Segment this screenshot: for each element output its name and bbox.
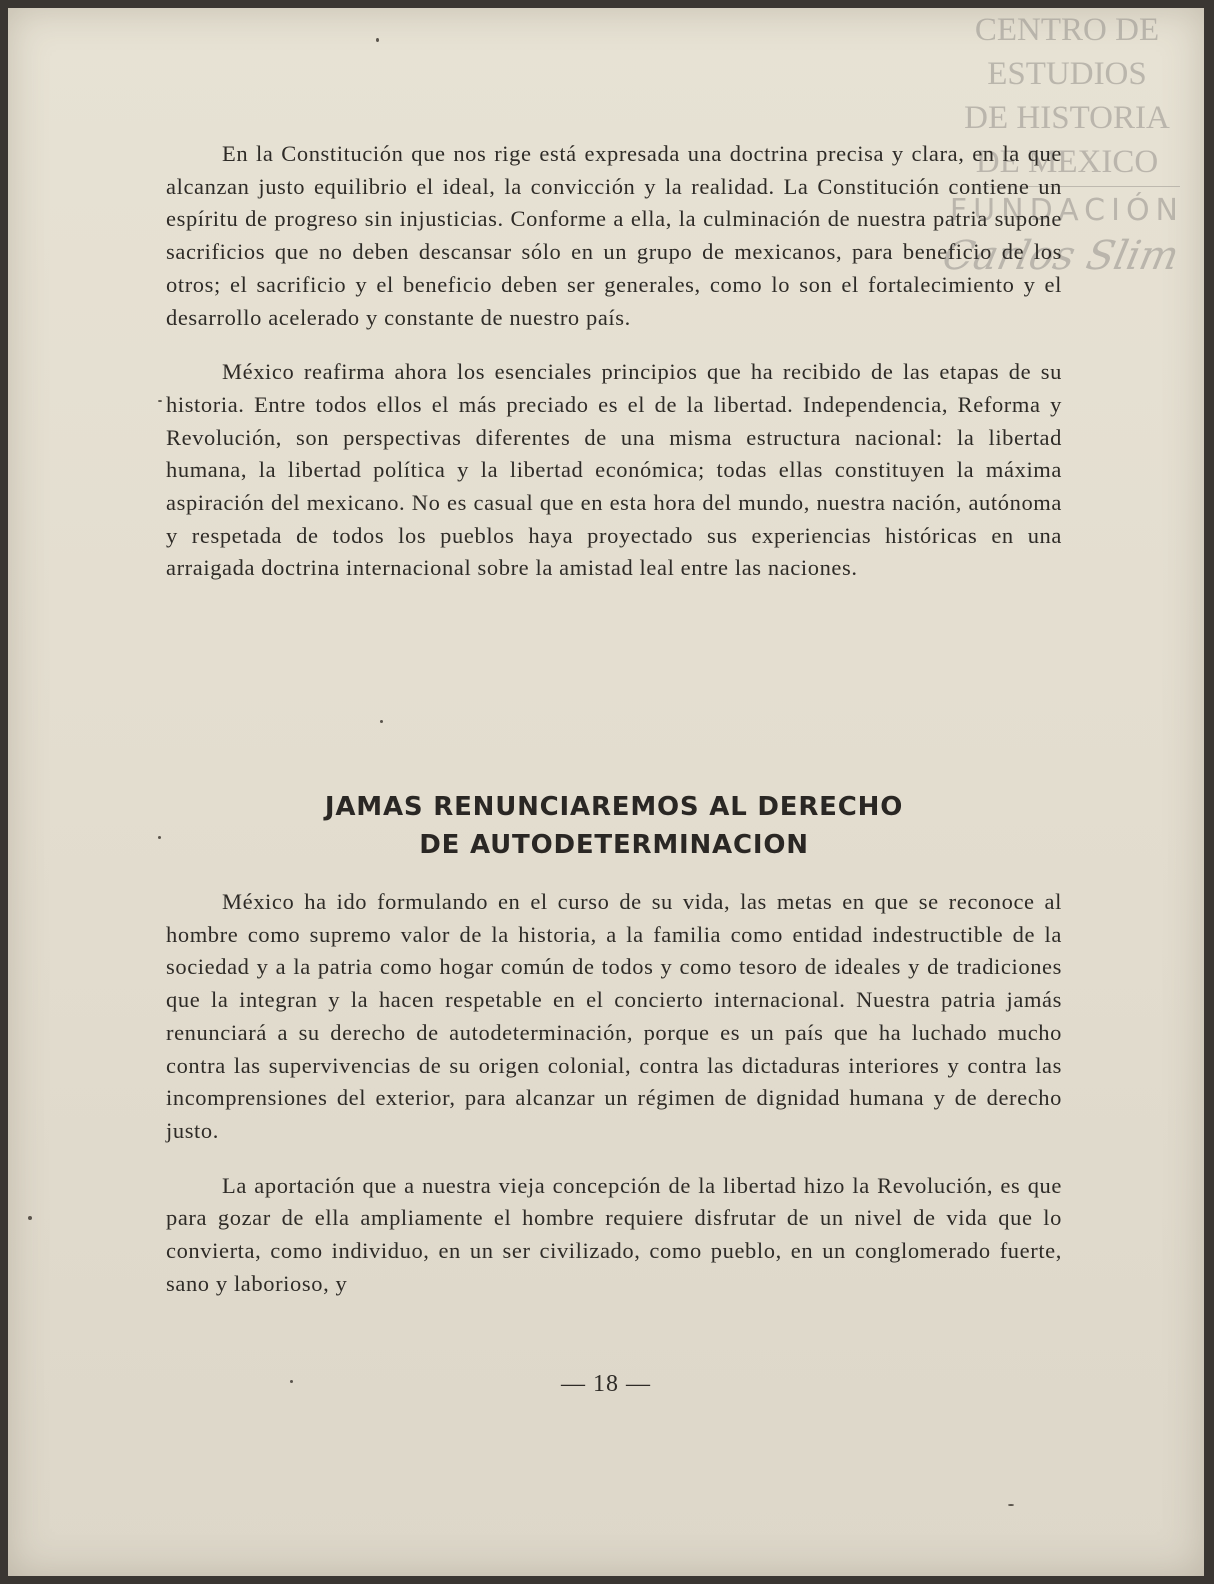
- watermark-line: DE HISTORIA: [964, 100, 1170, 136]
- paper-speck: [290, 1380, 293, 1383]
- body-text-bottom: [166, 886, 1062, 1300]
- watermark-foundation: FUNDACIÓN: [949, 193, 1184, 228]
- paper-speck: [380, 720, 383, 723]
- body-text-top: [166, 138, 1062, 585]
- watermark-line: ESTUDIOS: [987, 56, 1147, 92]
- watermark-line: CENTRO DE: [974, 12, 1160, 48]
- section-heading: [166, 788, 1062, 864]
- paper-speck: [158, 400, 162, 402]
- section-heading-line: JAMAS RENUNCIAREMOS AL DERECHO: [324, 792, 904, 822]
- section-heading-line: DE AUTODETERMINACION: [419, 830, 809, 860]
- paper-speck: [376, 38, 379, 42]
- watermark-line: DE MEXICO: [975, 144, 1159, 180]
- paragraph: México ha ido formulando en el curso de su vida, las metas en que se reconoce al hombre como supremo valor de la historia, a la familia como entidad indestructible de la sociedad y a la patria como hogar común de todos y como tesoro de ideales y de tradiciones que la integran y la hacen respetable en el concierto internacional. Nuestra patria jamás renunciará a su derecho de autodeterminación, porque es un país que ha luchado mucho contra las supervivencias de su origen colonial, contra las dictaduras interiores y contra las incomprensiones del exterior, para alcanzar un régimen de dignidad humana y de derecho justo.: [166, 889, 1062, 1143]
- paragraph: México reafirma ahora los esenciales principios que ha recibido de las etapas de su historia. Entre todos ellos el más preciado es el de la libertad. Independencia, Reforma y Revolución, son perspectivas diferentes de una misma estructura nacional: la libertad humana, la libertad política y la libertad económica; todas ellas constituyen la máxima aspiración del mexicano. No es casual que en esta hora del mundo, nuestra nación, autónoma y respetada de todos los pueblos haya proyectado sus experiencias históricas en una arraigada doctrina internacional sobre la amistad leal entre las naciones.: [166, 359, 1062, 581]
- paper-speck: [158, 836, 161, 839]
- paper-speck: [1008, 1504, 1014, 1506]
- paragraph: En la Constitución que nos rige está expresada una doctrina precisa y clara, en la que alcanzan justo equilibrio el ideal, la convicción y la realidad. La Constitución contiene un espíritu de progreso sin injusticias. Conforme a ella, la culminación de nuestra patria supone sacrificios que no deben descansar sólo en un grupo de mexicanos, para beneficio de los otros; el sacrificio y el beneficio deben ser generales, como lo son el fortalecimiento y el desarrollo acelerado y constante de nuestro país.: [166, 141, 1062, 330]
- paragraph: La aportación que a nuestra vieja concepción de la libertad hizo la Revolución, es que para gozar de ella ampliamente el hombre requiere disfrutar de un nivel de vida que lo convierta, como individuo, en un ser civilizado, como pueblo, en un conglomerado fuerte, sano y laborioso, y: [166, 1172, 1062, 1296]
- page-number: — 18 —: [561, 1371, 651, 1397]
- document-page: [8, 8, 1204, 1576]
- paper-speck: [28, 1216, 32, 1220]
- watermark-signature: Carlos Slim: [938, 233, 1183, 279]
